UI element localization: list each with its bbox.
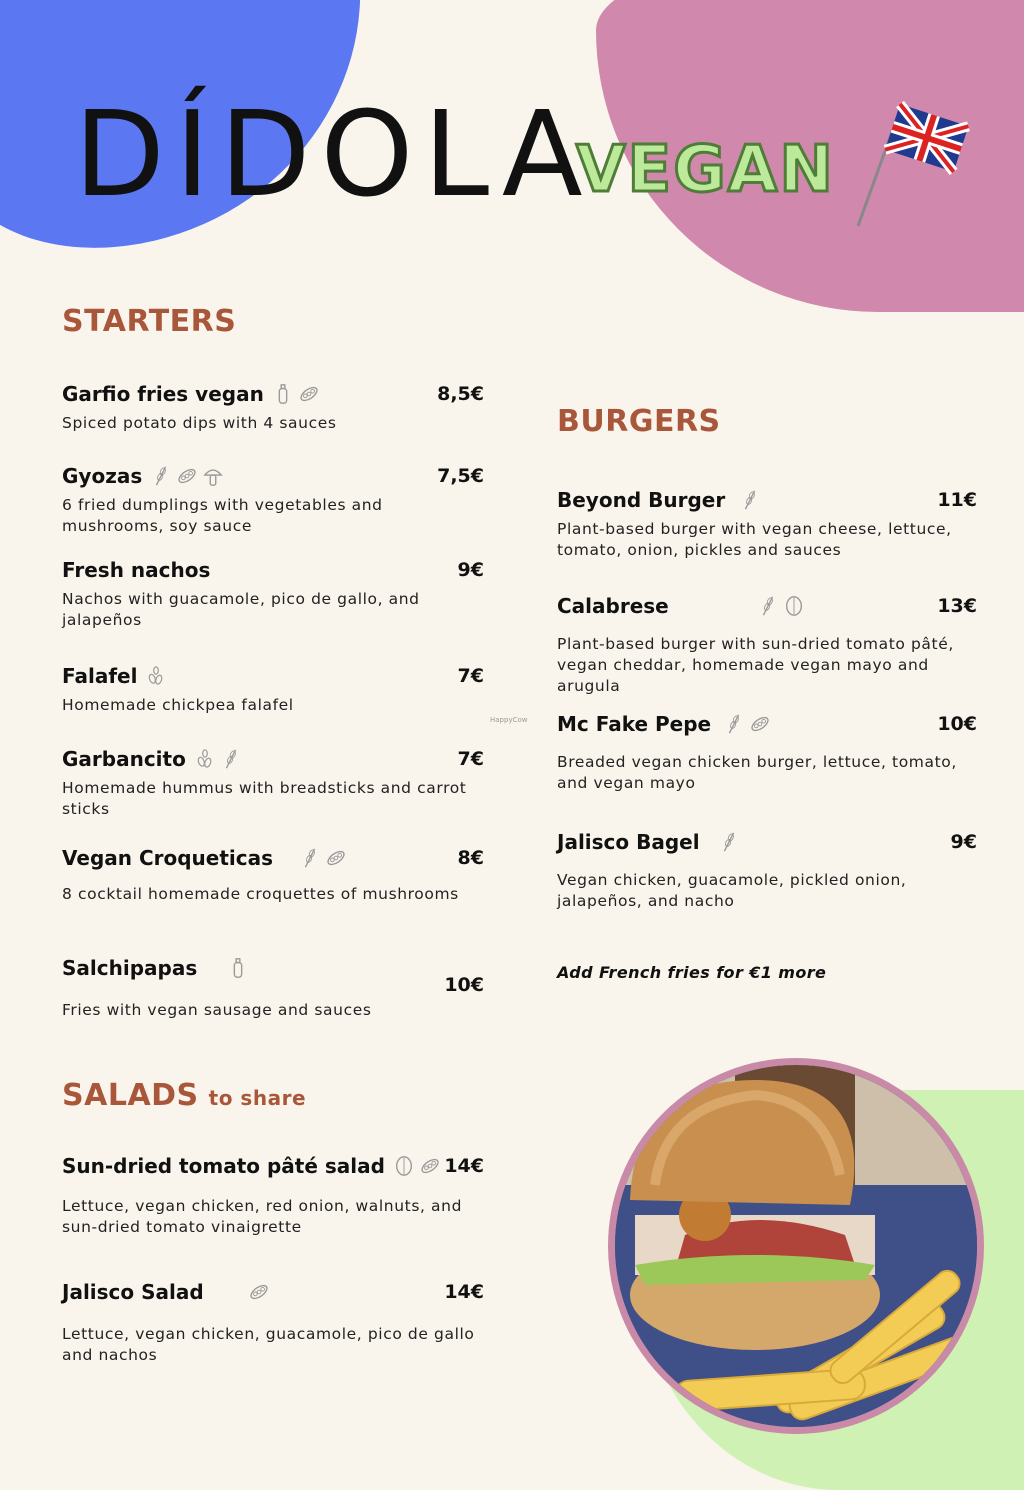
salads-title: SALADS bbox=[62, 1078, 199, 1113]
burgers-heading: BURGERS bbox=[557, 404, 721, 439]
item-name: Jalisco Salad bbox=[62, 1280, 204, 1304]
item-price: 9€ bbox=[457, 559, 484, 581]
menu-item bbox=[62, 464, 484, 537]
item-description: Breaded vegan chicken burger, lettuce, tomato, and vegan mayo bbox=[557, 753, 957, 792]
soy-icon bbox=[176, 465, 198, 487]
menu-item bbox=[557, 488, 977, 561]
allergen-icons bbox=[718, 831, 740, 853]
sauce-bottle-icon bbox=[227, 957, 249, 979]
item-price: 7€ bbox=[457, 748, 484, 770]
item-description: Plant-based burger with sun-dried tomato pâté, vegan cheddar, homemade vegan mayo and arugula bbox=[557, 635, 954, 695]
item-name: Sun-dried tomato pâté salad bbox=[62, 1154, 385, 1178]
item-price: 9€ bbox=[950, 831, 977, 853]
nut-icon bbox=[393, 1155, 415, 1177]
gluten-icon bbox=[739, 489, 761, 511]
fries-addon-note: Add French fries for €1 more bbox=[557, 963, 827, 982]
item-price: 14€ bbox=[444, 1155, 484, 1177]
menu-item bbox=[62, 1280, 484, 1366]
allergen-icons bbox=[739, 489, 761, 511]
gluten-icon bbox=[718, 831, 740, 853]
menu-item bbox=[62, 664, 484, 716]
item-price: 8,5€ bbox=[437, 383, 484, 405]
item-price: 11€ bbox=[937, 489, 977, 511]
item-name: Calabrese bbox=[557, 594, 669, 618]
menu-item bbox=[62, 747, 484, 820]
menu-item bbox=[557, 594, 977, 697]
soy-icon bbox=[298, 383, 320, 405]
allergen-icons bbox=[272, 383, 320, 405]
item-description: Lettuce, vegan chicken, guacamole, pico de gallo and nachos bbox=[62, 1325, 475, 1364]
gluten-icon bbox=[220, 748, 242, 770]
item-description: Nachos with guacamole, pico de gallo, and jalapeños bbox=[62, 590, 420, 629]
gluten-icon bbox=[723, 713, 745, 735]
item-price: 7€ bbox=[457, 665, 484, 687]
item-description: Lettuce, vegan chicken, red onion, walnuts, and sun-dried tomato vinaigrette bbox=[62, 1197, 463, 1236]
uk-flag-icon bbox=[850, 96, 980, 231]
sesame-icon bbox=[194, 748, 216, 770]
burger-with-fries-photo bbox=[608, 1058, 984, 1434]
happycow-watermark: HappyCow bbox=[490, 716, 528, 724]
allergen-icons bbox=[393, 1155, 441, 1177]
sesame-icon bbox=[145, 665, 167, 687]
brand-title: DÍDOLA bbox=[74, 85, 593, 223]
soy-icon bbox=[325, 847, 347, 869]
item-name: Gyozas bbox=[62, 464, 143, 488]
allergen-icons bbox=[248, 1281, 270, 1303]
gluten-icon bbox=[299, 847, 321, 869]
item-description: Homemade chickpea falafel bbox=[62, 696, 294, 714]
allergen-icons bbox=[194, 748, 242, 770]
item-name: Garfio fries vegan bbox=[62, 382, 264, 406]
vegan-subtitle: VEGAN bbox=[576, 133, 835, 207]
item-price: 13€ bbox=[937, 595, 977, 617]
allergen-icons bbox=[145, 665, 167, 687]
soy-icon bbox=[749, 713, 771, 735]
item-name: Vegan Croqueticas bbox=[62, 846, 274, 870]
item-description: 8 cocktail homemade croquettes of mushrooms bbox=[62, 885, 459, 903]
item-name: Beyond Burger bbox=[557, 488, 726, 512]
menu-item bbox=[62, 1154, 484, 1238]
item-name: Fresh nachos bbox=[62, 558, 211, 582]
item-name: Jalisco Bagel bbox=[557, 830, 700, 854]
item-price: 10€ bbox=[444, 974, 484, 996]
mushroom-icon bbox=[202, 465, 224, 487]
item-description: Vegan chicken, guacamole, pickled onion, jalapeños, and nacho bbox=[557, 871, 907, 910]
menu-item bbox=[62, 940, 484, 1021]
allergen-icons bbox=[227, 957, 249, 979]
item-name: Mc Fake Pepe bbox=[557, 712, 712, 736]
salads-title-suffix: to share bbox=[208, 1086, 307, 1110]
menu-item bbox=[62, 558, 484, 631]
allergen-icons bbox=[299, 847, 347, 869]
item-price: 8€ bbox=[457, 847, 484, 869]
menu-item bbox=[62, 846, 484, 905]
item-description: Fries with vegan sausage and sauces bbox=[62, 1001, 372, 1019]
sauce-bottle-icon bbox=[272, 383, 294, 405]
menu-item bbox=[557, 712, 977, 794]
item-price: 7,5€ bbox=[437, 465, 484, 487]
item-name: Garbancito bbox=[62, 747, 186, 771]
item-name: Salchipapas bbox=[62, 956, 198, 980]
starters-heading: STARTERS bbox=[62, 304, 237, 339]
menu-item bbox=[62, 382, 484, 434]
item-description: Homemade hummus with breadsticks and carrot sticks bbox=[62, 779, 467, 818]
allergen-icons bbox=[757, 595, 805, 617]
item-name: Falafel bbox=[62, 664, 138, 688]
soy-icon bbox=[419, 1155, 441, 1177]
allergen-icons bbox=[150, 465, 224, 487]
gluten-icon bbox=[757, 595, 779, 617]
item-price: 14€ bbox=[444, 1281, 484, 1303]
menu-item bbox=[557, 830, 977, 912]
soy-icon bbox=[248, 1281, 270, 1303]
allergen-icons bbox=[723, 713, 771, 735]
salads-heading bbox=[62, 1078, 306, 1113]
item-description: Plant-based burger with vegan cheese, lettuce, tomato, onion, pickles and sauces bbox=[557, 520, 952, 559]
item-description: 6 fried dumplings with vegetables and mushrooms, soy sauce bbox=[62, 496, 383, 535]
nut-icon bbox=[783, 595, 805, 617]
item-description: Spiced potato dips with 4 sauces bbox=[62, 414, 337, 432]
burger-illustration bbox=[615, 1065, 977, 1427]
gluten-icon bbox=[150, 465, 172, 487]
item-price: 10€ bbox=[937, 713, 977, 735]
